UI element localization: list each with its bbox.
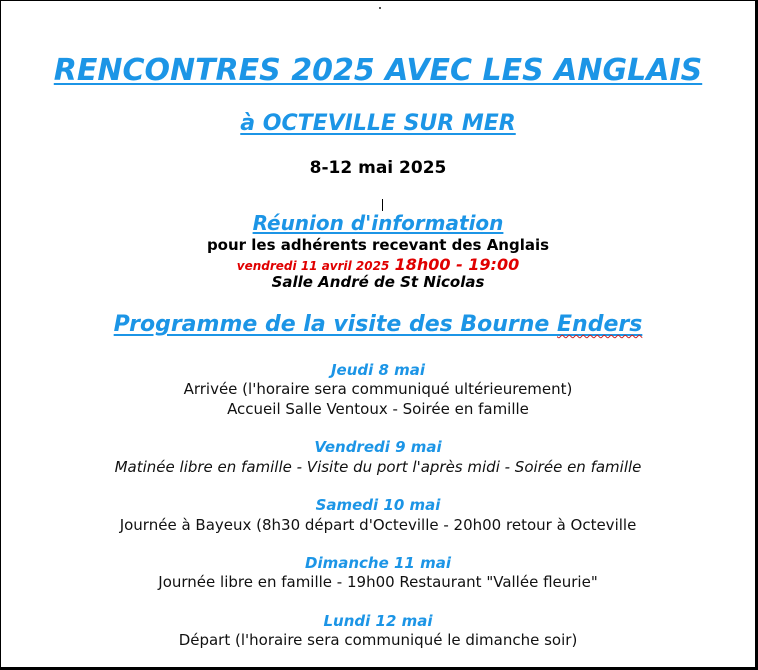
meeting-datetime xyxy=(1,255,755,274)
meeting-audience: pour les adhérents recevant des Anglais xyxy=(206,236,550,254)
program-title-main: Programme de la visite des Bourne xyxy=(113,312,558,337)
program-title xyxy=(1,312,755,337)
document-title: RENCONTRES 2025 AVEC LES ANGLAIS xyxy=(53,53,703,88)
day-description: Accueil Salle Ventoux - Soirée en famille xyxy=(227,400,529,418)
text-cursor xyxy=(382,199,383,211)
meeting-title: Réunion d'information xyxy=(252,211,504,235)
day-heading: Dimanche 11 mai xyxy=(305,554,451,572)
day-description: Journée à Bayeux (8h30 départ d'Octeville - 20h00 retour à Octeville xyxy=(119,516,637,534)
event-dates: 8-12 mai 2025 xyxy=(309,158,447,178)
document-subtitle: à OCTEVILLE SUR MER xyxy=(240,111,516,136)
day-heading: Lundi 12 mai xyxy=(323,612,433,630)
day-heading: Jeudi 8 mai xyxy=(330,361,426,379)
meeting-date: vendredi 11 avril 2025 xyxy=(236,259,390,273)
stray-mark xyxy=(379,7,381,9)
day-description: Arrivée (l'horaire sera communiqué ultérieurement) xyxy=(183,380,573,398)
day-description: Journée libre en famille - 19h00 Restaurant "Vallée fleurie" xyxy=(158,573,598,591)
meeting-time: 18h00 - 19:00 xyxy=(394,255,520,274)
meeting-location: Salle André de St Nicolas xyxy=(271,273,485,291)
day-description: Matinée libre en famille - Visite du port l'après midi - Soirée en famille xyxy=(114,458,642,476)
program-title-end: Enders xyxy=(557,312,643,337)
day-description: Départ (l'horaire sera communiqué le dimanche soir) xyxy=(178,631,578,649)
day-heading: Vendredi 9 mai xyxy=(314,438,442,456)
day-heading: Samedi 10 mai xyxy=(315,496,441,514)
